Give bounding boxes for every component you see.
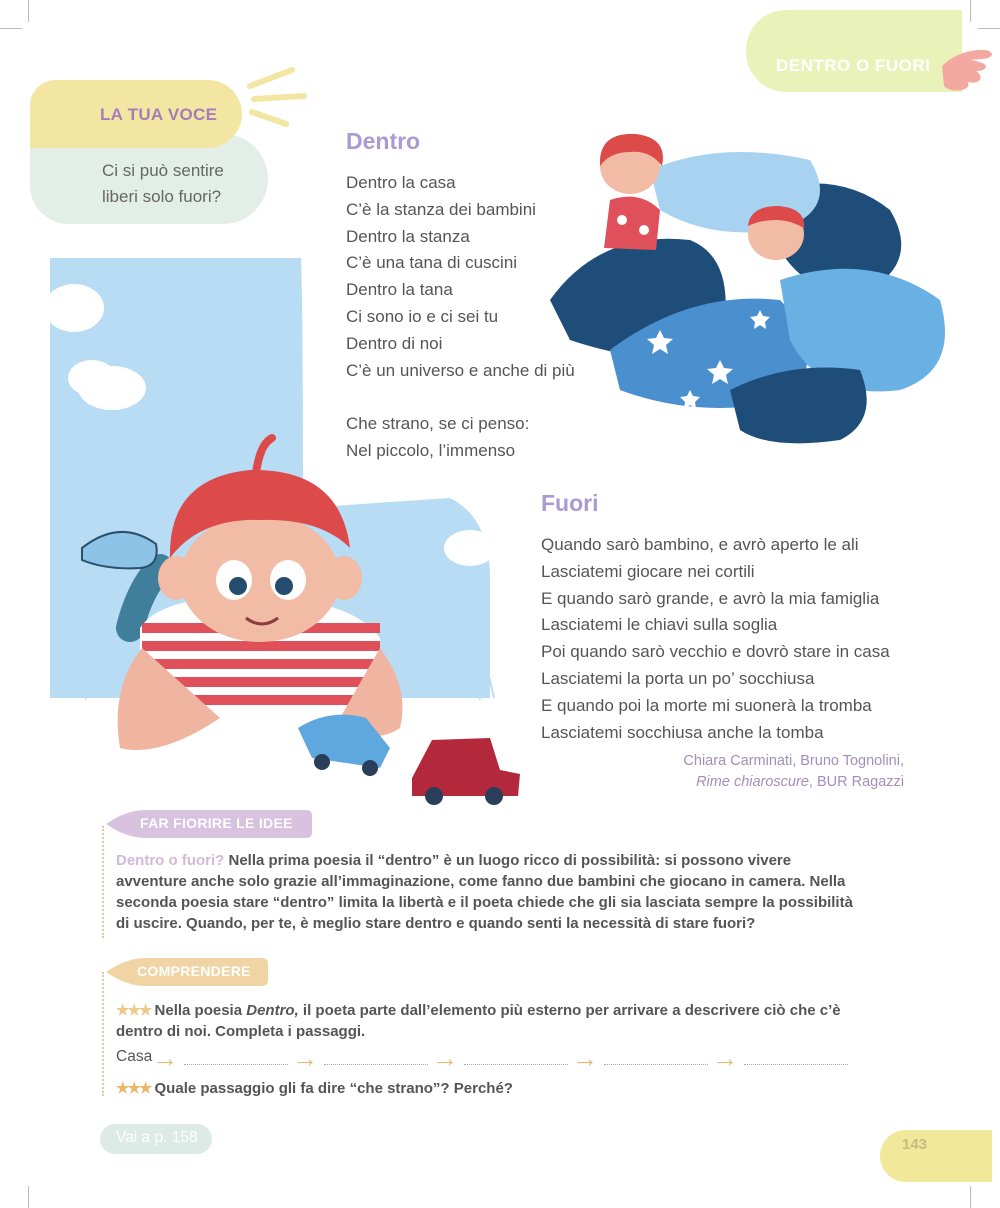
answer-blank-5[interactable] [744, 1048, 848, 1065]
poem-line: E quando poi la morte mi suonerà la tromba [541, 695, 872, 715]
answer-blank-3[interactable] [464, 1048, 568, 1065]
answer-blank-4[interactable] [604, 1048, 708, 1065]
crop-mark [28, 0, 29, 22]
poem1-stanza2 [346, 411, 529, 465]
difficulty-stars-3: ★★★ [116, 1080, 151, 1097]
answer-blank-1[interactable] [184, 1048, 288, 1065]
poem-line: Lasciatemi socchiusa anche la tomba [541, 722, 824, 742]
voice-label: LA TUA VOCE [100, 105, 218, 124]
poem2-title: Fuori [541, 490, 599, 516]
answer-blank-2[interactable] [324, 1048, 428, 1065]
question-2 [116, 1078, 876, 1099]
poem-line: C’è una tana di cuscini [346, 253, 518, 273]
arrow-right-icon: → [712, 1043, 738, 1073]
crop-mark [970, 0, 971, 22]
question-1-post: il poeta parte dall’elemento più esterno per arrivare a descrivere ciò che c’è dentro di noi. Completa i passaggi. [116, 1002, 841, 1040]
poem-line: Dentro la casa [346, 173, 456, 192]
crop-mark [970, 1186, 971, 1208]
question-1-title: Dentro, [246, 1002, 299, 1019]
poem-line: Poi quando sarò vecchio e dovrò stare in casa [541, 642, 890, 662]
crop-mark [0, 28, 22, 29]
credit-authors: Chiara Carminati, Bruno Tognolini, [683, 753, 904, 769]
arrow-right-icon: → [152, 1043, 178, 1073]
poem1-title: Dentro [346, 128, 421, 154]
credit-publisher: , BUR Ragazzi [808, 774, 904, 790]
poem-line: Lasciatemi giocare nei cortili [541, 561, 755, 581]
ideas-label: FAR FIORIRE LE IDEE [140, 815, 293, 831]
voice-question: Ci si può sentire liberi solo fuori? [102, 161, 224, 206]
poem-line: C’è un universo e anche di più [346, 360, 575, 380]
section-banner [746, 10, 962, 92]
poem-line: Lasciatemi la porta un po’ socchiusa [541, 668, 815, 688]
poem-line: Dentro la tana [346, 280, 453, 300]
question-2-text: Quale passaggio gli fa dire “che strano”? Perché? [154, 1080, 513, 1097]
pillow-fort-illustration [540, 130, 960, 450]
ideas-body: Nella prima poesia il “dentro” è un luogo ricco di possibilità: si possono vivere avventure anche solo grazie all’immaginazione, come fanno due bambini che giocano in camera. Nella seconda poesia stare “dentro” limita la libertà e il poeta chiede che gli sia lasciata sempre la possibilità di uscire. Quando, per te, è meglio stare dentro e quando senti la necessità di stare fuori? [116, 852, 853, 932]
section-title: DENTRO O FUORI [776, 56, 931, 75]
page-number-tab [880, 1130, 992, 1182]
sparkle-rays-icon [246, 66, 310, 128]
goto-page-label: Vai a p. 158 [116, 1129, 198, 1146]
question-1 [116, 1000, 876, 1042]
arrow-right-icon: → [432, 1043, 458, 1073]
ideas-lead: Dentro o fuori? [116, 852, 225, 869]
poem-credit [524, 751, 904, 793]
arrow-right-icon: → [292, 1043, 318, 1073]
difficulty-stars-2: ★★★ [116, 1002, 151, 1019]
comprendere-dotted-rule [102, 972, 104, 1096]
poem-line: Nel piccolo, l’immenso [346, 440, 516, 460]
crop-mark [28, 1186, 29, 1208]
poem-line: C’è la stanza dei bambini [346, 199, 536, 219]
question-1-pre: Nella poesia [154, 1002, 247, 1019]
chain-start: Casa [116, 1048, 153, 1065]
credit-book: Rime chiaroscure [696, 774, 809, 790]
poem-line: Ci sono io e ci sei tu [346, 306, 499, 326]
crop-mark [978, 28, 1000, 29]
arrow-right-icon: → [572, 1043, 598, 1073]
poem2-stanza [541, 532, 890, 746]
goto-page-link[interactable] [100, 1124, 212, 1154]
poem-line: Dentro la stanza [346, 226, 470, 246]
poem-line: Dentro di noi [346, 333, 443, 353]
poem-line: Quando sarò bambino, e avrò aperto le ali [541, 535, 859, 554]
pointing-hand-icon [936, 40, 996, 98]
poem-line: E quando sarò grande, e avrò la mia famiglia [541, 588, 880, 608]
ideas-dotted-rule [102, 826, 104, 938]
page-number: 143 [902, 1136, 928, 1153]
poem1-stanza1 [346, 170, 575, 384]
poem-line: Lasciatemi le chiavi sulla soglia [541, 615, 778, 635]
ideas-text [116, 850, 856, 934]
comprendere-label: COMPRENDERE [137, 963, 251, 979]
poem-line: Che strano, se ci penso: [346, 414, 530, 433]
credit-source [524, 772, 904, 793]
